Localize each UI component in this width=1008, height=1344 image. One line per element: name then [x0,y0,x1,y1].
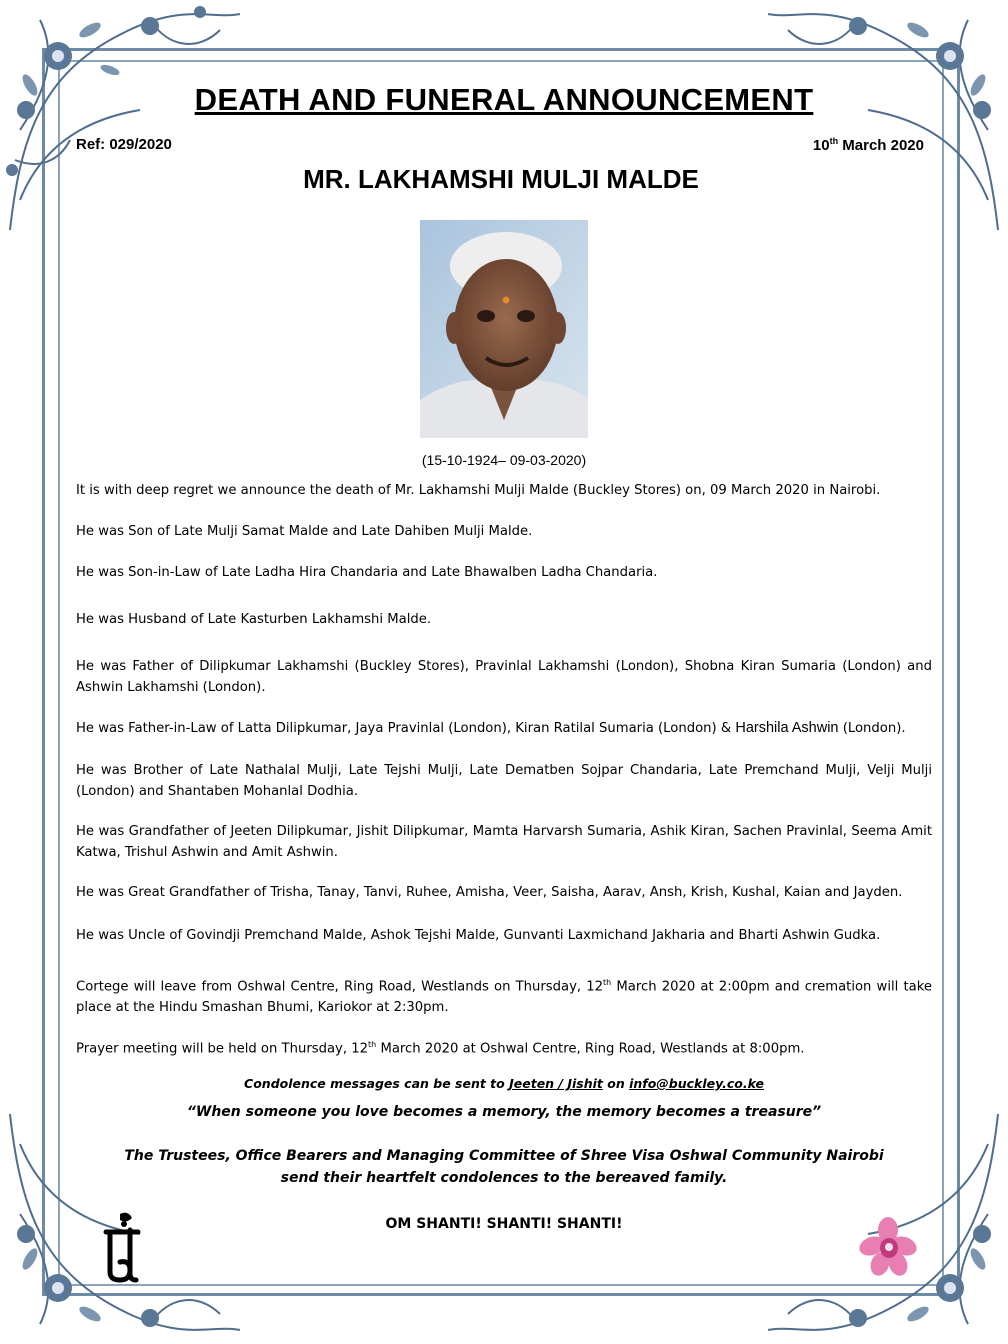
condolence-names: Jeeten / Jishit [509,1076,603,1091]
paragraph-parents: He was Son of Late Mulji Samat Malde and Late Dahiben Mulji Malde. [76,524,533,539]
page-title: DEATH AND FUNERAL ANNOUNCEMENT [194,82,814,117]
paragraph-nephews-nieces: He was Uncle of Govindji Premchand Malde, Ashok Tejshi Malde, Gunvanti Laxmichand Jakharia and Bharti Ashwin Gudka. [76,928,881,943]
condolence-email-link[interactable]: info@buckley.co.ke [629,1076,764,1091]
paragraph-children: He was Father of Dilipkumar Lakhamshi (Buckley Stores), Pravinlal Lakhamshi (London), Shobna Kiran Sumaria (London) and Ashwin Lakhamshi (London). [76,659,932,695]
memorial-quote: “When someone you love becomes a memory, the memory becomes a treasure” [186,1104,822,1120]
paragraph-parents-in-law: He was Son-in-Law of Late Ladha Hira Chandaria and Late Bhawalben Ladha Chandaria. [76,565,658,580]
reference-number: Ref: 029/2020 [76,136,172,153]
paragraph-cortege: Cortege will leave from Oshwal Centre, Ring Road, Westlands on Thursday, 12th March 2020 at 2:00pm and cremation will take place at the Hindu Smashan Bhumi, Kariokor at 2:30pm. [76,978,933,1016]
paragraph-prayer-meeting: Prayer meeting will be held on Thursday, 12th March 2020 at Oshwal Centre, Ring Road, Westlands at 8:00pm. [76,1040,805,1057]
life-dates: (15-10-1924– 09-03-2020) [421,452,587,468]
floral-corner-ornament-icon [758,0,1008,250]
paragraph-children-in-law: He was Father-in-Law of Latta Dilipkumar, Jaya Pravinlal (London), Kiran Ratilal Sumaria (London) & Harshila Ashwin (London). [76,720,906,736]
floral-corner-ornament-icon [0,0,250,250]
paragraph-spouse: He was Husband of Late Kasturben Lakhamshi Malde. [76,612,432,627]
paragraph-great-grandchildren: He was Great Grandfather of Trisha, Tanay, Tanvi, Ruhee, Amisha, Veer, Saisha, Aarav, Ansh, Krish, Kushal, Kaian and Jayden. [76,885,903,900]
portrait-photo [420,220,588,438]
deceased-name: MR. LAKHAMSHI MULJI MALDE [303,164,699,194]
paragraph-grandchildren: He was Grandfather of Jeeten Dilipkumar, Jishit Dilipkumar, Mamta Harvarsh Sumaria, Ashik Kiran, Sachen Pravinlal, Seema Amit Katwa, Trishul Ashwin and Amit Ashwin. [76,824,932,860]
announcement-date: 10th March 2020 [812,136,924,154]
pink-orchid-flower-icon [858,1216,922,1282]
jain-om-symbol-icon [98,1208,148,1284]
paragraph-announcement: It is with deep regret we announce the death of Mr. Lakhamshi Mulji Malde (Buckley Stores) on, 09 March 2020 in Nairobi. [76,483,881,498]
trustees-message: The Trustees, Office Bearers and Managing Committee of Shree Visa Oshwal Community Nairobi send their heartfelt condolences to the bereaved family. [124,1148,884,1186]
paragraph-siblings: He was Brother of Late Nathalal Mulji, Late Tejshi Mulji, Late Dematben Sojpar Chandaria, Late Premchand Mulji, Velji Mulji (London) and Shantaben Mohanlal Dodhia. [76,763,932,799]
om-shanti-line: OM SHANTI! SHANTI! SHANTI! [385,1216,623,1232]
condolence-line: Condolence messages can be sent to Jeeten / Jishit on info@buckley.co.ke [244,1076,764,1091]
